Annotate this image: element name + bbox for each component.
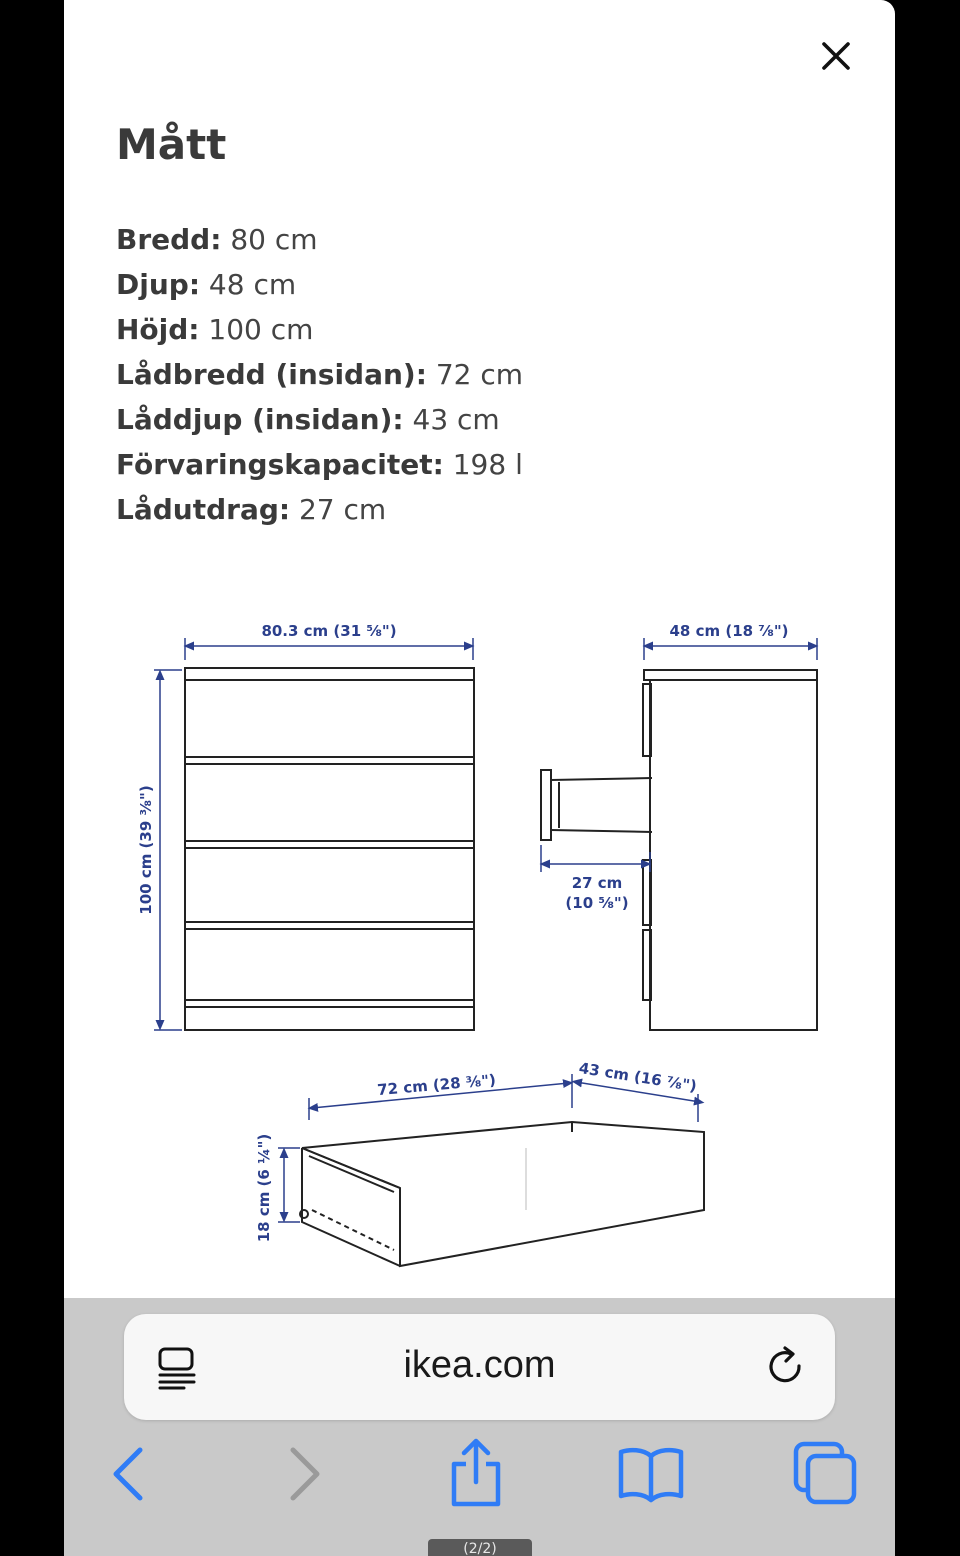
spec-row: [116, 220, 523, 265]
drawer-width-label: 72 cm (28 ⅜"): [376, 1070, 497, 1100]
spec-value: 80 cm: [221, 223, 318, 256]
spec-value: 72 cm: [426, 358, 524, 391]
url-text[interactable]: ikea.com: [403, 1344, 556, 1386]
side-depth-label: 48 cm (18 ⅞"): [669, 622, 789, 640]
front-width-label: 80.3 cm (31 ⅝"): [261, 622, 397, 640]
dimensions-sheet: [64, 0, 895, 1300]
spec-row: [116, 400, 523, 445]
spec-label: Förvaringskapacitet:: [116, 448, 444, 481]
reload-icon[interactable]: [763, 1344, 809, 1390]
home-indicator-label: (2/2): [463, 1541, 497, 1556]
spec-label: Djup:: [116, 268, 201, 301]
bookmarks-icon[interactable]: [616, 1438, 686, 1508]
pullout-label-line2: (10 ⅝"): [565, 894, 629, 912]
front-dimension-lines: [154, 638, 473, 1030]
spec-value: 27 cm: [290, 493, 387, 526]
spec-label: Låddjup (insidan):: [116, 403, 404, 436]
close-icon[interactable]: [818, 38, 854, 74]
drawer-height-label: 18 cm (6 ¼"): [255, 1133, 273, 1243]
side-dimension-lines: [541, 638, 817, 872]
share-icon[interactable]: [441, 1438, 511, 1508]
spec-row: [116, 355, 523, 400]
page-title: Mått: [116, 120, 227, 169]
address-bar[interactable]: [124, 1314, 835, 1420]
pullout-label-line1: 27 cm: [571, 874, 623, 892]
front-view: [185, 668, 474, 1030]
dimension-drawing: [64, 560, 895, 1280]
forward-icon[interactable]: [269, 1438, 339, 1508]
spec-list: [116, 220, 523, 535]
spec-label: Bredd:: [116, 223, 222, 256]
home-indicator: [428, 1539, 532, 1556]
spec-value: 48 cm: [200, 268, 297, 301]
spec-value: 198 l: [443, 448, 523, 481]
spec-row: [116, 310, 523, 355]
drawer-depth-label: 43 cm (16 ⅞"): [577, 1058, 698, 1096]
browser-toolbar: [64, 1298, 895, 1556]
drawer-dimension-lines: [278, 1074, 700, 1222]
spec-label: Lådutdrag:: [116, 493, 291, 526]
spec-row: [116, 265, 523, 310]
tabs-icon[interactable]: [790, 1438, 860, 1508]
side-view: [541, 670, 817, 1030]
spec-value: 100 cm: [199, 313, 314, 346]
spec-label: Höjd:: [116, 313, 200, 346]
drawer-view: [300, 1122, 704, 1266]
spec-row: [116, 490, 523, 535]
back-icon[interactable]: [94, 1438, 164, 1508]
spec-row: [116, 445, 523, 490]
front-height-label: 100 cm (39 ⅜"): [137, 785, 155, 915]
spec-label: Lådbredd (insidan):: [116, 358, 427, 391]
spec-value: 43 cm: [403, 403, 500, 436]
